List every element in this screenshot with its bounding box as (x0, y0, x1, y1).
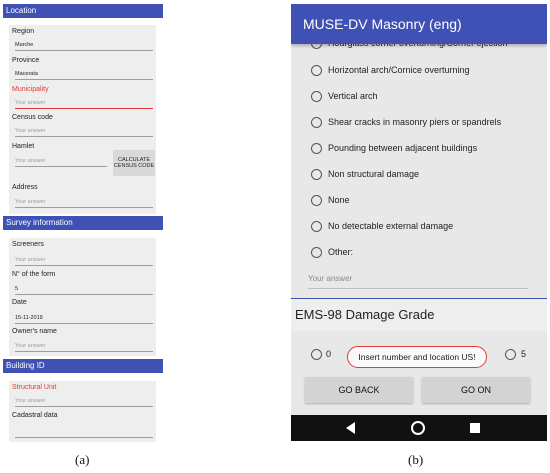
region-value[interactable]: Marche (15, 42, 34, 48)
option-label: Pounding between adjacent buildings (328, 143, 478, 153)
radio-icon[interactable] (311, 65, 322, 76)
structural-unit-underline (15, 406, 153, 407)
option-label: Non structural damage (328, 169, 420, 179)
caption-a: (a) (75, 452, 90, 467)
owner-label: Owner's name (12, 328, 57, 335)
municipality-input[interactable]: Your answer (15, 100, 46, 106)
ems-damage-grade-header (291, 298, 547, 331)
caption-b: (b) (408, 452, 424, 467)
address-input[interactable]: Your answer (15, 199, 46, 205)
structural-unit-label: Structural Unit (12, 384, 57, 391)
cadastral-label: Cadastral data (12, 412, 58, 419)
option-none[interactable] (311, 191, 350, 209)
option-label: None (328, 195, 350, 205)
survey-card (9, 238, 156, 356)
municipality-underline (15, 108, 153, 109)
radio-icon[interactable] (311, 195, 322, 206)
radio-icon[interactable] (311, 169, 322, 180)
census-code-input[interactable]: Your answer (15, 128, 46, 134)
calculate-census-code-label: CALCULATE CENSUS CODE (113, 156, 155, 169)
option-vertical-arch[interactable] (311, 87, 378, 105)
hamlet-underline (15, 166, 107, 167)
date-underline (15, 323, 153, 324)
option-no-external-damage[interactable] (311, 217, 453, 235)
owner-input[interactable]: Your answer (15, 343, 46, 349)
toast-message (347, 346, 487, 368)
radio-icon[interactable] (311, 247, 322, 258)
android-navigation-bar (291, 415, 547, 441)
form-number-value[interactable]: 5 (15, 286, 19, 292)
radio-icon[interactable] (311, 221, 322, 232)
mobile-app-panel (291, 4, 547, 441)
nav-icons (291, 415, 547, 441)
back-icon[interactable] (346, 422, 355, 434)
survey-form-panel (3, 4, 163, 444)
grade-radio-icon-0[interactable] (311, 349, 322, 360)
recents-icon[interactable] (470, 423, 480, 433)
owner-underline (15, 351, 153, 352)
date-value[interactable]: 15-11-2019 (15, 315, 43, 321)
province-label: Province (12, 57, 40, 64)
option-other[interactable] (311, 243, 353, 261)
hamlet-input[interactable]: Your answer (15, 158, 46, 164)
other-answer-underline (308, 288, 528, 289)
form-number-underline (15, 294, 153, 295)
option-label: Shear cracks in masonry piers or spandrels (328, 117, 502, 127)
grade-label-max: 5 (521, 349, 527, 359)
census-code-label: Census code (12, 114, 53, 121)
option-shear-cracks[interactable] (311, 113, 501, 131)
grade-label-min: 0 (326, 349, 332, 359)
section-header-building: Building ID (3, 359, 163, 373)
province-underline (15, 79, 153, 80)
address-underline (15, 207, 153, 208)
date-label: Date (12, 299, 27, 306)
option-label: No detectable external damage (328, 221, 454, 231)
location-card (9, 25, 156, 214)
address-label: Address (12, 184, 38, 191)
home-icon[interactable] (412, 422, 424, 434)
option-non-structural[interactable] (311, 165, 419, 183)
section-header-location: Location (3, 4, 163, 18)
go-back-button[interactable] (305, 377, 413, 403)
screeners-input[interactable]: Your answer (15, 257, 46, 263)
radio-icon[interactable] (311, 117, 322, 128)
option-label: Vertical arch (328, 91, 378, 101)
option-label: Other: (328, 247, 354, 257)
toast-text: Insert number and location US! (358, 352, 476, 362)
go-on-label: GO ON (460, 385, 491, 395)
go-on-button[interactable] (422, 377, 530, 403)
cadastral-underline (15, 437, 153, 438)
region-underline (15, 50, 153, 51)
building-card (9, 381, 156, 442)
form-number-label: N° of the form (12, 271, 56, 278)
screeners-label: Screeners (12, 241, 44, 248)
radio-icon[interactable] (311, 143, 322, 154)
calculate-census-code-button[interactable] (113, 150, 155, 176)
other-answer-input[interactable]: Your answer (308, 274, 353, 283)
app-title-bar: MUSE-DV Masonry (eng) (291, 4, 547, 44)
option-label: Horizontal arch/Cornice overturning (328, 65, 470, 75)
municipality-label: Municipality (12, 86, 49, 93)
radio-icon[interactable] (311, 91, 322, 102)
census-code-underline (15, 136, 153, 137)
region-label: Region (12, 28, 35, 35)
structural-unit-input[interactable]: Your answer (15, 398, 46, 404)
ems-title: EMS-98 Damage Grade (295, 307, 435, 322)
section-header-survey: Survey information (3, 216, 163, 230)
option-horizontal-arch[interactable] (311, 61, 470, 79)
grade-radio-icon-5[interactable] (505, 349, 516, 360)
province-value[interactable]: Macerata (15, 71, 38, 77)
hamlet-label: Hamlet (12, 143, 35, 150)
go-back-label: GO BACK (338, 385, 380, 395)
option-pounding[interactable] (311, 139, 477, 157)
screeners-underline (15, 265, 153, 266)
